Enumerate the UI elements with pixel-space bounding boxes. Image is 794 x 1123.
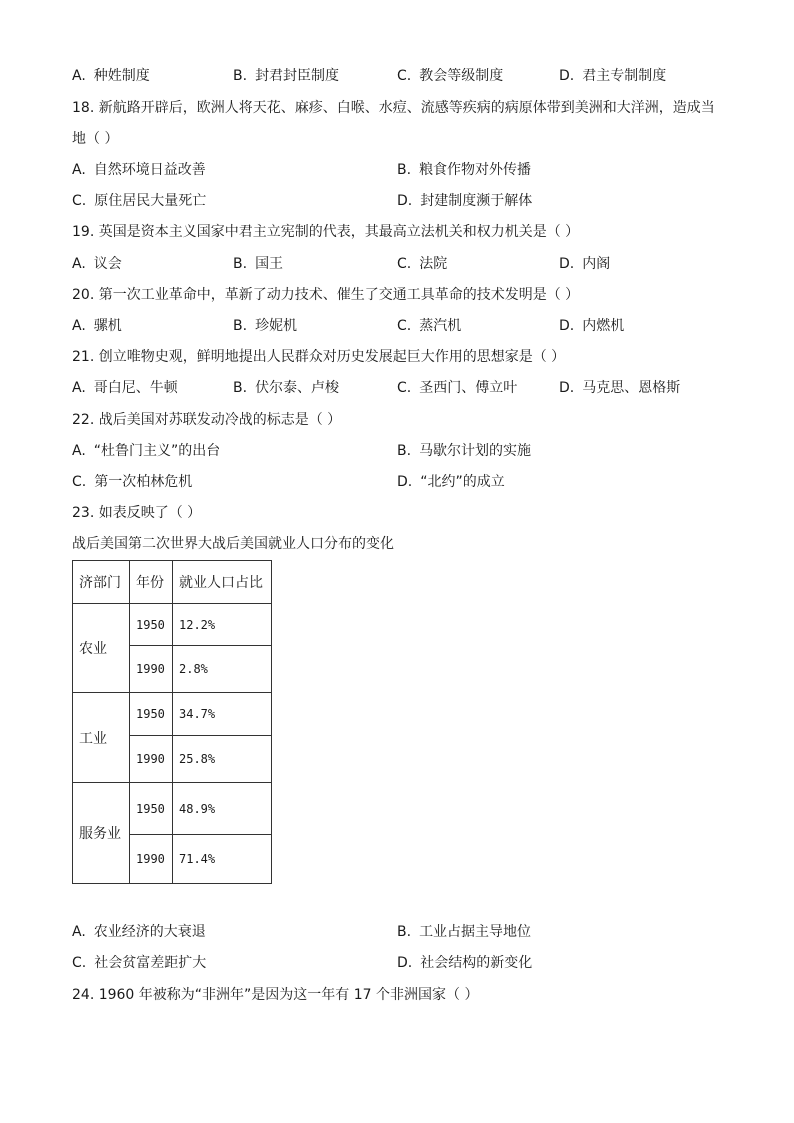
option-text: 原住居民大量死亡 bbox=[94, 193, 207, 209]
q21-option-a bbox=[72, 378, 178, 398]
option-text: 伏尔泰、卢梭 bbox=[255, 380, 340, 396]
option-letter: A. bbox=[72, 380, 86, 396]
option-text: 国王 bbox=[255, 256, 284, 272]
option-letter: B. bbox=[233, 318, 248, 334]
option-text: 马克思、恩格斯 bbox=[582, 380, 681, 396]
q23-option-b bbox=[397, 922, 531, 942]
option-text: 马歇尔计划的实施 bbox=[419, 443, 532, 459]
q22-stem: 22. 战后美国对苏联发动冷战的标志是（ ） bbox=[72, 412, 342, 428]
q21-option-d bbox=[559, 378, 680, 398]
option-letter: A. bbox=[72, 162, 86, 178]
q18-stem-line2: 地（ ） bbox=[72, 131, 119, 147]
table-header-sector: 济部门 bbox=[73, 561, 130, 604]
q18-stem-line1: 18. 新航路开辟后，欧洲人将天花、麻疹、白喉、水痘、流感等疾病的病原体带到美洲和大洋洲，造成当 bbox=[72, 100, 715, 116]
table-caption: 战后美国第二次世界大战后美国就业人口分布的变化 bbox=[72, 536, 394, 552]
table-cell-sector: 工业 bbox=[73, 693, 130, 783]
q19-option-c bbox=[397, 254, 447, 274]
table-cell-year: 1990 bbox=[130, 835, 173, 884]
q20-option-c bbox=[397, 316, 461, 336]
employment-table bbox=[72, 560, 272, 884]
q18-option-c bbox=[72, 191, 206, 211]
table-header-row bbox=[73, 561, 272, 604]
option-letter: C. bbox=[72, 474, 87, 490]
q20-option-b bbox=[233, 316, 297, 336]
option-letter: C. bbox=[72, 193, 87, 209]
option-text: 第一次柏林危机 bbox=[94, 474, 193, 490]
option-text: 法院 bbox=[419, 256, 448, 272]
option-letter: D. bbox=[559, 68, 575, 84]
option-text: 哥白尼、牛顿 bbox=[93, 380, 178, 396]
table-cell-year: 1990 bbox=[130, 646, 173, 693]
option-letter: A. bbox=[72, 318, 86, 334]
q19-option-b bbox=[233, 254, 283, 274]
option-letter: D. bbox=[559, 256, 575, 272]
option-text: “杜鲁门主义”的出台 bbox=[93, 443, 221, 459]
table-cell-share: 48.9% bbox=[173, 783, 272, 835]
option-letter: D. bbox=[397, 955, 413, 971]
option-letter: C. bbox=[397, 68, 412, 84]
q19-option-d bbox=[559, 254, 610, 274]
option-text: 珍妮机 bbox=[255, 318, 298, 334]
q20-option-d bbox=[559, 316, 624, 336]
option-text: “北约”的成立 bbox=[420, 474, 505, 490]
q19-option-a bbox=[72, 254, 122, 274]
q22-option-c bbox=[72, 472, 192, 492]
option-text: 内阁 bbox=[582, 256, 611, 272]
table-cell-share: 12.2% bbox=[173, 604, 272, 646]
q18-option-a bbox=[72, 160, 206, 180]
option-letter: A. bbox=[72, 256, 86, 272]
option-letter: D. bbox=[397, 474, 413, 490]
option-letter: C. bbox=[72, 955, 87, 971]
table-cell-share: 34.7% bbox=[173, 693, 272, 736]
option-letter: B. bbox=[233, 380, 248, 396]
option-text: 社会贫富差距扩大 bbox=[94, 955, 207, 971]
option-letter: B. bbox=[397, 924, 412, 940]
option-text: 骡机 bbox=[93, 318, 122, 334]
q21-option-c bbox=[397, 378, 517, 398]
option-text: 教会等级制度 bbox=[419, 68, 504, 84]
table-cell-sector: 农业 bbox=[73, 604, 130, 693]
option-text: 农业经济的大衰退 bbox=[93, 924, 206, 940]
option-text: 粮食作物对外传播 bbox=[419, 162, 532, 178]
q21-option-b bbox=[233, 378, 339, 398]
table-cell-share: 2.8% bbox=[173, 646, 272, 693]
option-text: 封君封臣制度 bbox=[255, 68, 340, 84]
option-text: 封建制度濒于解体 bbox=[420, 193, 533, 209]
table-row bbox=[73, 693, 272, 736]
option-letter: D. bbox=[559, 380, 575, 396]
option-text: 君主专制制度 bbox=[582, 68, 667, 84]
table-cell-sector: 服务业 bbox=[73, 783, 130, 884]
table-cell-share: 71.4% bbox=[173, 835, 272, 884]
option-letter: B. bbox=[233, 68, 248, 84]
option-letter: C. bbox=[397, 380, 412, 396]
option-letter: C. bbox=[397, 318, 412, 334]
option-letter: C. bbox=[397, 256, 412, 272]
q17-option-d bbox=[559, 66, 666, 86]
q22-option-b bbox=[397, 441, 531, 461]
option-letter: D. bbox=[559, 318, 575, 334]
q21-stem: 21. 创立唯物史观，鲜明地提出人民群众对历史发展起巨大作用的思想家是（ ） bbox=[72, 349, 566, 365]
option-text: 种姓制度 bbox=[93, 68, 150, 84]
table-row bbox=[73, 604, 272, 646]
q23-option-a bbox=[72, 922, 206, 942]
table-header-share: 就业人口占比 bbox=[173, 561, 272, 604]
option-letter: A. bbox=[72, 68, 86, 84]
table-cell-share: 25.8% bbox=[173, 736, 272, 783]
q18-option-d bbox=[397, 191, 532, 211]
option-text: 工业占据主导地位 bbox=[419, 924, 532, 940]
q20-stem: 20. 第一次工业革命中，革新了动力技术、催生了交通工具革命的技术发明是（ ） bbox=[72, 287, 580, 303]
q23-option-d bbox=[397, 953, 532, 973]
option-letter: B. bbox=[233, 256, 248, 272]
q17-option-c bbox=[397, 66, 503, 86]
table-cell-year: 1950 bbox=[130, 604, 173, 646]
q23-stem: 23. 如表反映了（ ） bbox=[72, 505, 202, 521]
option-letter: D. bbox=[397, 193, 413, 209]
q22-option-a bbox=[72, 441, 220, 461]
table-cell-year: 1990 bbox=[130, 736, 173, 783]
option-letter: A. bbox=[72, 924, 86, 940]
q18-option-b bbox=[397, 160, 531, 180]
option-text: 社会结构的新变化 bbox=[420, 955, 533, 971]
option-text: 蒸汽机 bbox=[419, 318, 462, 334]
table-cell-year: 1950 bbox=[130, 783, 173, 835]
option-text: 议会 bbox=[93, 256, 122, 272]
table-cell-year: 1950 bbox=[130, 693, 173, 736]
q19-stem: 19. 英国是资本主义国家中君主立宪制的代表，其最高立法机关和权力机关是（ ） bbox=[72, 224, 580, 240]
q17-option-a bbox=[72, 66, 150, 86]
option-text: 圣西门、傅立叶 bbox=[419, 380, 518, 396]
q23-option-c bbox=[72, 953, 206, 973]
q22-option-d bbox=[397, 472, 505, 492]
option-letter: A. bbox=[72, 443, 86, 459]
option-text: 内燃机 bbox=[582, 318, 625, 334]
q17-option-b bbox=[233, 66, 339, 86]
option-text: 自然环境日益改善 bbox=[93, 162, 206, 178]
q20-option-a bbox=[72, 316, 122, 336]
table-row bbox=[73, 783, 272, 835]
table-header-year: 年份 bbox=[130, 561, 173, 604]
option-letter: B. bbox=[397, 443, 412, 459]
option-letter: B. bbox=[397, 162, 412, 178]
q24-stem: 24. 1960 年被称为“非洲年”是因为这一年有 17 个非洲国家（ ） bbox=[72, 987, 479, 1003]
